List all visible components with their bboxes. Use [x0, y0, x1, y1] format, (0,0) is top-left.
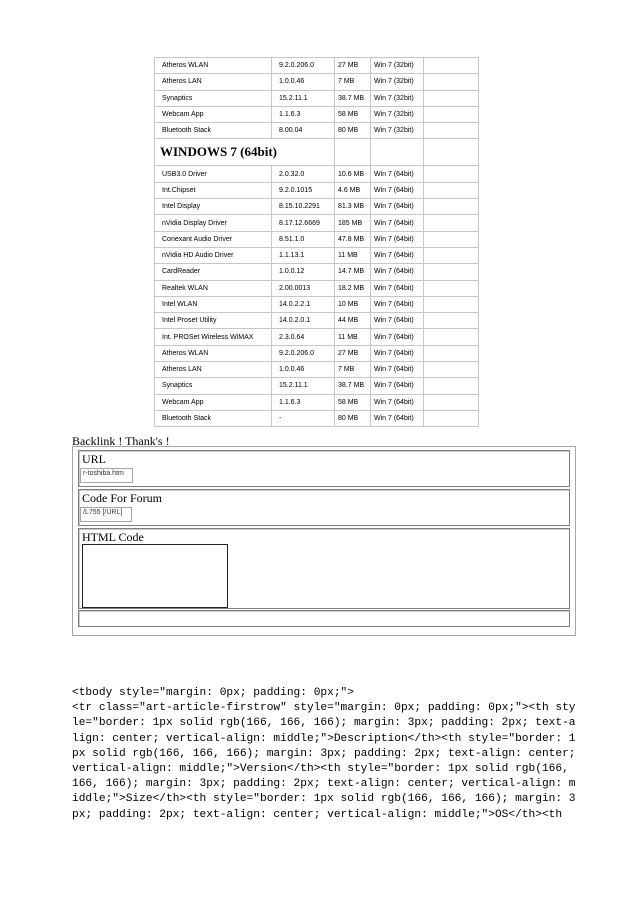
driver-description: CardReader [155, 264, 272, 280]
section-64bit-group [155, 139, 479, 166]
driver-size: 38.7 MB [335, 378, 371, 394]
section-empty-cell [424, 139, 479, 166]
driver-size: 10.6 MB [335, 166, 371, 182]
driver-empty-cell [424, 58, 479, 74]
driver-size: 80 MB [335, 410, 371, 426]
driver-description: Synaptics [155, 378, 272, 394]
driver-version: - [272, 410, 335, 426]
driver-size: 18.2 MB [335, 280, 371, 296]
drivers-32bit-group [155, 58, 479, 139]
section-header-row [155, 139, 479, 166]
driver-size: 4.6 MB [335, 182, 371, 198]
driver-empty-cell [424, 215, 479, 231]
driver-row [155, 378, 479, 394]
driver-os: Win 7 (64bit) [371, 362, 424, 378]
source-code-text: <tbody style="margin: 0px; padding: 0px;"> <tr class="art-article-firstrow" style="margin: 0px; padding: 0px;"><th style="border: 1px solid rgb(166, 166, 166); margin: 3px; padding: 2px; text-align: center; vertical-align: middle;">Description</th><th style="border: 1px solid rgb(166, 166, 166); margin: 3px; padding: 2px; text-align: center; vertical-align: middle;">Version</th><th style="border: 1px solid rgb(166, 166, 166); margin: 3px; padding: 2px; text-align: center; vertical-align: middle;">Size</th><th style="border: 1px solid rgb(166, 166, 166); margin: 3px; padding: 2px; text-align: center; vertical-align: middle;">OS</th><th [72, 687, 576, 821]
driver-row [155, 58, 479, 74]
driver-description: nVidia HD Audio Driver [155, 247, 272, 263]
forum-code-row [78, 489, 570, 526]
driver-description: Atheros WLAN [155, 58, 272, 74]
driver-description: Bluetooth Stack [155, 123, 272, 139]
backlink-title: Backlink ! Thank's ! [72, 434, 170, 448]
driver-empty-cell [424, 296, 479, 312]
driver-row [155, 215, 479, 231]
driver-size: 44 MB [335, 313, 371, 329]
driver-empty-cell [424, 410, 479, 426]
driver-size: 38.7 MB [335, 90, 371, 106]
html-code-textarea[interactable] [82, 544, 228, 608]
driver-version: 14.0.2.0.1 [272, 313, 335, 329]
driver-version: 9.2.0.206.0 [272, 58, 335, 74]
url-row [78, 450, 570, 487]
driver-os: Win 7 (32bit) [371, 58, 424, 74]
section-empty-cell [335, 139, 371, 166]
driver-os: Win 7 (64bit) [371, 231, 424, 247]
driver-version: 2.0.32.0 [272, 166, 335, 182]
driver-version: 2.3.0.64 [272, 329, 335, 345]
driver-version: 1.1.13.1 [272, 247, 335, 263]
driver-os: Win 7 (64bit) [371, 199, 424, 215]
forum-code-field[interactable]: /L755 [/URL] [80, 507, 132, 522]
driver-empty-cell [424, 123, 479, 139]
driver-row [155, 410, 479, 426]
driver-description: Atheros LAN [155, 362, 272, 378]
driver-os: Win 7 (32bit) [371, 90, 424, 106]
driver-version: 8.15.10.2291 [272, 199, 335, 215]
driver-os: Win 7 (32bit) [371, 106, 424, 122]
driver-os: Win 7 (64bit) [371, 329, 424, 345]
driver-os: Win 7 (64bit) [371, 410, 424, 426]
driver-description: Webcam App [155, 394, 272, 410]
driver-row [155, 231, 479, 247]
url-field[interactable]: r-toshiba.htm [80, 468, 133, 483]
driver-version: 8.51.1.0 [272, 231, 335, 247]
driver-size: 10 MB [335, 296, 371, 312]
driver-version: 15.2.11.1 [272, 378, 335, 394]
driver-row [155, 74, 479, 90]
driver-os: Win 7 (64bit) [371, 182, 424, 198]
driver-row [155, 166, 479, 182]
driver-os: Win 7 (32bit) [371, 74, 424, 90]
driver-description: USB3.0 Driver [155, 166, 272, 182]
driver-empty-cell [424, 90, 479, 106]
driver-row [155, 106, 479, 122]
driver-os: Win 7 (64bit) [371, 215, 424, 231]
driver-empty-cell [424, 166, 479, 182]
driver-description: Conexant Audio Driver [155, 231, 272, 247]
driver-description: Atheros WLAN [155, 345, 272, 361]
driver-os: Win 7 (64bit) [371, 166, 424, 182]
driver-size: 27 MB [335, 58, 371, 74]
driver-empty-cell [424, 264, 479, 280]
driver-empty-cell [424, 345, 479, 361]
driver-empty-cell [424, 362, 479, 378]
html-code-row [78, 528, 570, 609]
driver-version: 1.0.0.46 [272, 362, 335, 378]
driver-version: 14.0.2.2.1 [272, 296, 335, 312]
driver-os: Win 7 (64bit) [371, 345, 424, 361]
driver-description: Realtek WLAN [155, 280, 272, 296]
url-label: URL [82, 452, 106, 466]
driver-row [155, 264, 479, 280]
driver-row [155, 280, 479, 296]
driver-description: Intel Proset Utility [155, 313, 272, 329]
section-title: WINDOWS 7 (64bit) [155, 139, 335, 166]
driver-os: Win 7 (64bit) [371, 247, 424, 263]
driver-row [155, 182, 479, 198]
empty-row [78, 610, 570, 627]
backlink-box [72, 446, 576, 636]
driver-description: Bluetooth Stack [155, 410, 272, 426]
driver-empty-cell [424, 280, 479, 296]
driver-empty-cell [424, 182, 479, 198]
driver-empty-cell [424, 378, 479, 394]
driver-size: 27 MB [335, 345, 371, 361]
driver-description: Intel Display [155, 199, 272, 215]
driver-row [155, 247, 479, 263]
driver-empty-cell [424, 313, 479, 329]
section-empty-cell [371, 139, 424, 166]
driver-size: 58 MB [335, 106, 371, 122]
driver-os: Win 7 (32bit) [371, 123, 424, 139]
driver-empty-cell [424, 231, 479, 247]
driver-row [155, 123, 479, 139]
driver-empty-cell [424, 74, 479, 90]
driver-version: 9.2.0.1015 [272, 182, 335, 198]
driver-empty-cell [424, 199, 479, 215]
driver-size: 7 MB [335, 362, 371, 378]
driver-size: 81.3 MB [335, 199, 371, 215]
driver-size: 58 MB [335, 394, 371, 410]
driver-empty-cell [424, 106, 479, 122]
driver-description: Atheros LAN [155, 74, 272, 90]
driver-row [155, 199, 479, 215]
driver-version: 2.00.0013 [272, 280, 335, 296]
driver-os: Win 7 (64bit) [371, 378, 424, 394]
driver-table [154, 57, 479, 427]
forum-code-label: Code For Forum [82, 491, 163, 505]
driver-description: nVidia Display Driver [155, 215, 272, 231]
driver-description: Int.Chipset [155, 182, 272, 198]
driver-os: Win 7 (64bit) [371, 264, 424, 280]
driver-row [155, 296, 479, 312]
driver-version: 8.17.12.6669 [272, 215, 335, 231]
driver-row [155, 90, 479, 106]
driver-version: 1.0.0.12 [272, 264, 335, 280]
driver-os: Win 7 (64bit) [371, 394, 424, 410]
driver-empty-cell [424, 329, 479, 345]
html-code-label: HTML Code [82, 530, 144, 544]
driver-empty-cell [424, 394, 479, 410]
driver-row [155, 362, 479, 378]
driver-row [155, 394, 479, 410]
driver-version: 1.0.0.46 [272, 74, 335, 90]
driver-size: 11 MB [335, 247, 371, 263]
driver-size: 80 MB [335, 123, 371, 139]
driver-description: Webcam App [155, 106, 272, 122]
driver-row [155, 329, 479, 345]
driver-description: Synaptics [155, 90, 272, 106]
driver-os: Win 7 (64bit) [371, 280, 424, 296]
driver-row [155, 313, 479, 329]
driver-description: Intel WLAN [155, 296, 272, 312]
driver-empty-cell [424, 247, 479, 263]
driver-description: Int. PROSet Wireless WiMAX [155, 329, 272, 345]
driver-os: Win 7 (64bit) [371, 313, 424, 329]
driver-size: 7 MB [335, 74, 371, 90]
drivers-64bit-group [155, 166, 479, 427]
driver-size: 14.7 MB [335, 264, 371, 280]
driver-row [155, 345, 479, 361]
driver-os: Win 7 (64bit) [371, 296, 424, 312]
driver-version: 8.00.04 [272, 123, 335, 139]
driver-size: 185 MB [335, 215, 371, 231]
driver-size: 11 MB [335, 329, 371, 345]
driver-version: 15.2.11.1 [272, 90, 335, 106]
driver-version: 1.1.6.3 [272, 394, 335, 410]
driver-version: 1.1.6.3 [272, 106, 335, 122]
driver-size: 47.8 MB [335, 231, 371, 247]
driver-version: 9.2.0.206.0 [272, 345, 335, 361]
